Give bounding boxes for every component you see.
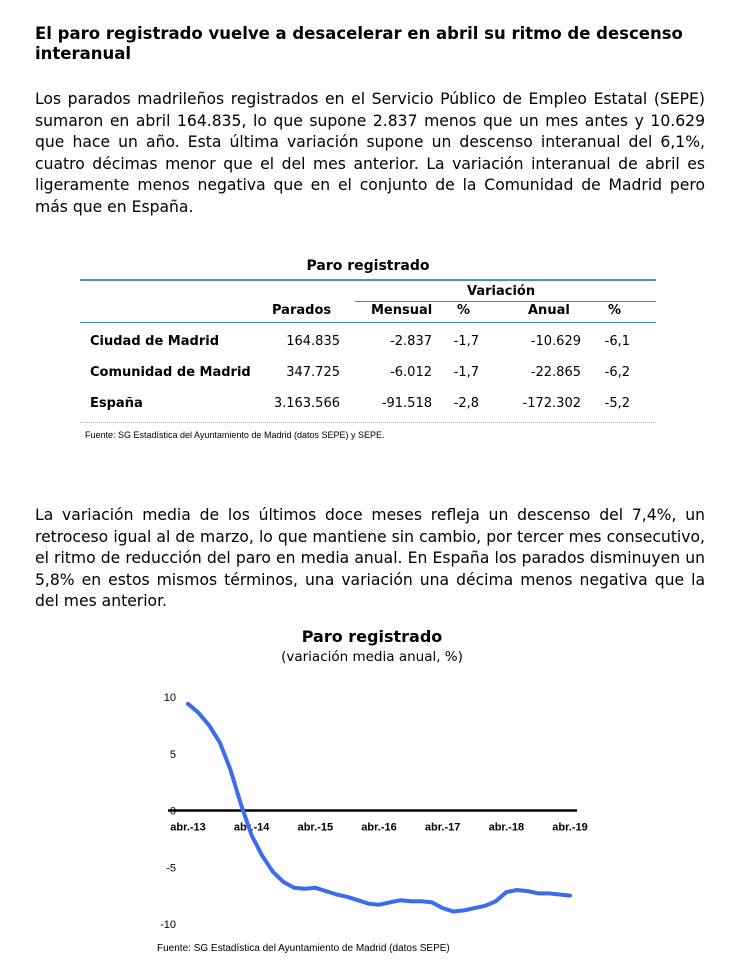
x-tick-label: abr.-15 [297,821,334,834]
row-label: Ciudad de Madrid [90,334,219,349]
y-tick-label: 0 [169,805,176,818]
x-tick-label: abr.-16 [361,821,397,834]
header-mensual-pct: % [457,303,471,318]
chart-subtitle: (variación media anual, %) [281,649,463,665]
header-mensual: Mensual [371,303,433,318]
table-group-header: Variación [467,284,536,299]
header-anual-pct: % [608,303,622,318]
cell-parados: 3.163.566 [273,396,340,411]
header-anual: Anual [528,303,570,318]
x-tick-label: abr.-13 [170,821,206,834]
table-title: Paro registrado [306,258,430,274]
cell-mensual-pct: -1,7 [453,365,479,380]
table-source: Fuente: SG Estadística del Ayuntamiento de Madrid (datos SEPE) y SEPE. [85,430,385,440]
chart-source: Fuente: SG Estadística del Ayuntamiento de Madrid (datos SEPE) [157,943,450,954]
cell-mensual-pct: -1,7 [453,334,479,349]
cell-parados: 347.725 [286,365,340,380]
article-title: El paro registrado vuelve a desacelerar en abril su ritmo de descenso interanual [35,24,683,63]
cell-anual-pct: -6,2 [604,365,630,380]
cell-anual: -22.865 [530,365,581,380]
cell-mensual: -2.837 [390,334,432,349]
cell-anual: -10.629 [530,334,581,349]
series-line [188,704,570,912]
row-label: Comunidad de Madrid [90,365,251,380]
cell-anual-pct: -5,2 [604,396,630,411]
y-tick-label: -10 [160,919,176,931]
row-label: España [90,396,143,411]
x-tick-label: abr.-14 [233,821,270,834]
cell-mensual: -91.518 [381,396,432,411]
x-tick-label: abr.-17 [424,821,461,834]
paragraph-intro: Los parados madrileños registrados en el Servicio Público de Empleo Estatal (SEPE) sumaron en abril 164.835, lo que supone 2.837 menos que un mes antes y 10.629 que hace un año. Esta última variación supone un descenso interanual del 6,1%, cuatro décimas menor que el del mes anterior. La variación interanual de abril es ligeramente menos negativa que en el conjunto de la Comunidad de Madrid pero más que en España. [35,90,705,216]
cell-anual: -172.302 [522,396,581,411]
paragraph-average: La variación media de los últimos doce meses refleja un descenso del 7,4%, un retroceso igual al de marzo, lo que mantiene sin cambio, por tercer mes consecutivo, el ritmo de reducción del paro en media anual. En España los parados disminuyen un 5,8% en estos mismos términos, una variación una décima menos negativa que la del mes anterior. [35,506,705,610]
header-parados: Parados [272,303,332,318]
y-tick-label: 10 [163,692,176,704]
cell-anual-pct: -6,1 [604,334,630,349]
cell-mensual-pct: -2,8 [453,396,479,411]
y-tick-label: 5 [169,748,176,761]
x-tick-label: abr.-19 [552,821,588,834]
cell-parados: 164.835 [286,334,340,349]
cell-mensual: -6.012 [390,365,432,380]
x-tick-label: abr.-18 [488,821,525,834]
y-tick-label: -5 [166,862,176,875]
chart-title: Paro registrado [301,627,443,646]
